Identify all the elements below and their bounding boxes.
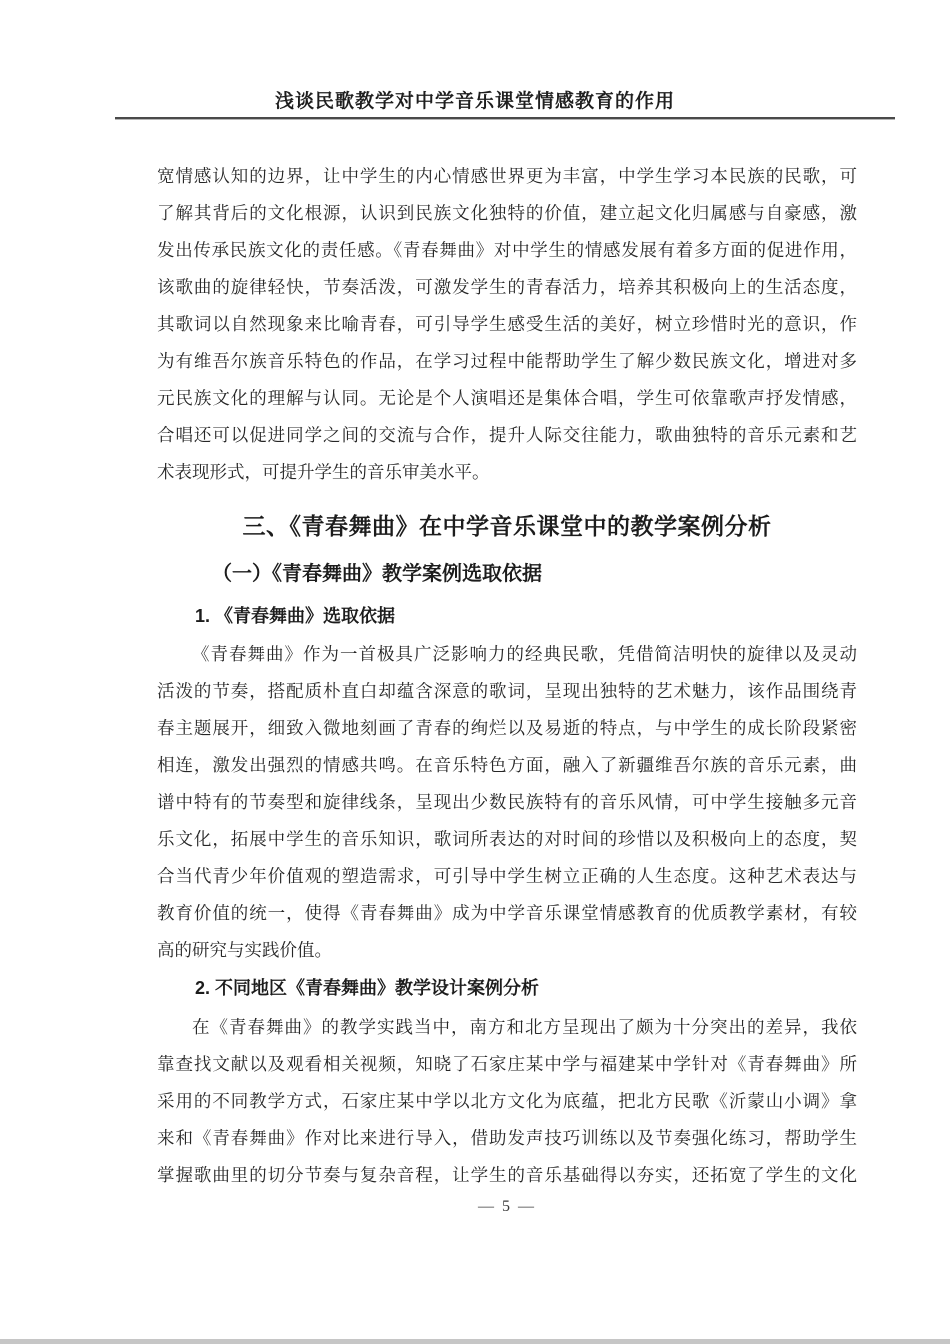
text-line: 元民族文化的理解与认同。无论是个人演唱还是集体合唱，学生可依靠歌声抒发情感， (157, 388, 857, 408)
text-line: 采用的不同教学方式，石家庄某中学以北方文化为底蕴，把北方民歌《沂蒙山小调》拿 (157, 1091, 857, 1111)
scan-edge-bottom (0, 1339, 950, 1344)
text-line: 教育价值的统一，使得《青春舞曲》成为中学音乐课堂情感教育的优质教学素材，有较 (157, 903, 857, 923)
text-line: 高的研究与实践价值。 (157, 940, 332, 960)
paragraph-selection-basis (157, 636, 857, 969)
point2-heading: 2. 不同地区《青春舞曲》教学设计案例分析 (195, 978, 540, 998)
page-content (157, 158, 857, 1194)
text-line: 乐文化，拓展中学生的音乐知识，歌词所表达的对时间的珍惜以及积极向上的态度，契 (157, 829, 857, 849)
subsection-heading: （一）《青春舞曲》教学案例选取依据 (212, 563, 542, 585)
text-line: 掌握歌曲里的切分节奏与复杂音程，让学生的音乐基础得以夯实，还拓宽了学生的文化 (157, 1165, 857, 1185)
page-footer (0, 1198, 950, 1216)
text-line: 合唱还可以促进同学之间的交流与合作，提升人际交往能力，歌曲独特的音乐元素和艺 (157, 425, 857, 445)
text-line: 靠查找文献以及观看相关视频，知晓了石家庄某中学与福建某中学针对《青春舞曲》所 (157, 1054, 857, 1074)
text-line: 为有维吾尔族音乐特色的作品，在学习过程中能帮助学生了解少数民族文化，增进对多 (157, 351, 857, 371)
paragraph-case-analysis (157, 1009, 857, 1194)
text-line: 在《青春舞曲》的教学实践当中，南方和北方呈现出了颇为十分突出的差异，我依 (192, 1017, 857, 1037)
text-line: 该歌曲的旋律轻快，节奏活泼，可激发学生的青春活力，培养其积极向上的生活态度， (157, 277, 857, 297)
running-head: 浅谈民歌教学对中学音乐课堂情感教育的作用 (274, 91, 675, 112)
header-rule (115, 117, 895, 119)
text-line: 谱中特有的节奏型和旋律线条，呈现出少数民族特有的音乐风情，可中学生接触多元音 (157, 792, 857, 812)
paragraph-continuation (157, 158, 857, 491)
text-line: 相连，激发出强烈的情感共鸣。在音乐特色方面，融入了新疆维吾尔族的音乐元素，曲 (157, 755, 857, 775)
text-line: 春主题展开，细致入微地刻画了青春的绚烂以及易逝的特点，与中学生的成长阶段紧密 (157, 718, 857, 738)
text-line: 术表现形式，可提升学生的音乐审美水平。 (157, 462, 490, 482)
text-line: 来和《青春舞曲》作对比来进行导入，借助发声技巧训练以及节奏强化练习，帮助学生 (157, 1128, 857, 1148)
text-line: 《青春舞曲》作为一首极具广泛影响力的经典民歌，凭借简洁明快的旋律以及灵动 (192, 644, 857, 664)
text-line: 了解其背后的文化根源，认识到民族文化独特的价值，建立起文化归属感与自豪感，激 (157, 203, 857, 223)
text-line: 合当代青少年价值观的塑造需求，可引导中学生树立正确的人生态度。这种艺术表达与 (157, 866, 857, 886)
page-number: — 5 — (478, 1198, 536, 1215)
section-heading: 三、《青春舞曲》在中学音乐课堂中的教学案例分析 (242, 513, 772, 539)
text-line: 发出传承民族文化的责任感。《青春舞曲》对中学生的情感发展有着多方面的促进作用， (157, 240, 857, 260)
point1-heading: 1. 《青春舞曲》选取依据 (195, 606, 396, 626)
text-line: 宽情感认知的边界，让中学生的内心情感世界更为丰富，中学生学习本民族的民歌，可 (157, 166, 857, 186)
text-line: 其歌词以自然现象来比喻青春，可引导学生感受生活的美好，树立珍惜时光的意识，作 (157, 314, 857, 334)
text-line: 活泼的节奏，搭配质朴直白却蕴含深意的歌词，呈现出独特的艺术魅力，该作品围绕青 (157, 681, 857, 701)
